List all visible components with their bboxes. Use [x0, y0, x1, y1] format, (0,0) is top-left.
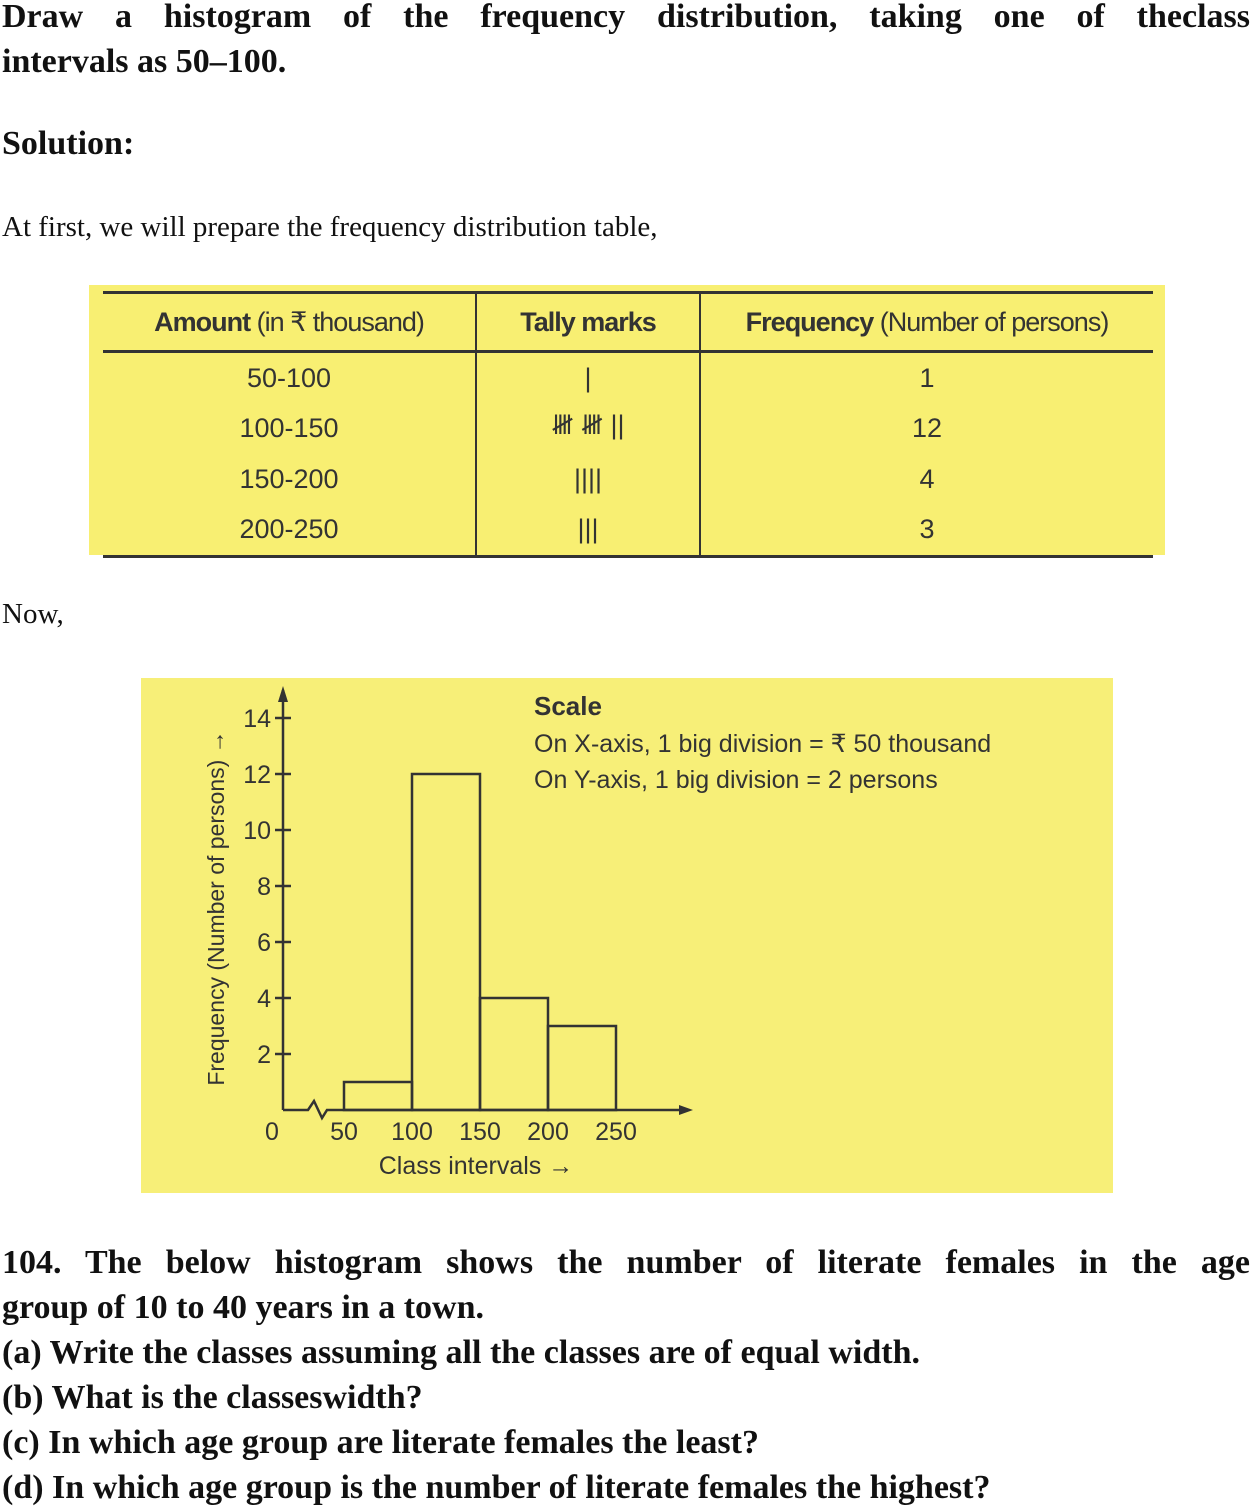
cell-frequency: 12 [700, 404, 1153, 455]
x-tick-label: 50 [330, 1118, 358, 1146]
y-tick-label: 8 [257, 873, 271, 901]
y-tick-label: 2 [257, 1041, 271, 1069]
x-axis-label: Class intervals → [378, 1152, 574, 1180]
y-axis-label: Frequency (Number of persons) → [203, 730, 229, 1086]
y-tick-label: 4 [257, 985, 271, 1013]
histogram-bar [344, 1082, 412, 1110]
cell-frequency: 1 [700, 352, 1153, 404]
table-row [103, 352, 1153, 404]
table-row [103, 454, 1153, 505]
histogram-bar [412, 774, 480, 1110]
cell-frequency: 3 [700, 505, 1153, 557]
histogram-chart [141, 678, 1113, 1193]
solution-heading: Solution: [2, 125, 135, 162]
histogram-bar [480, 998, 548, 1110]
scale-x-text: On X-axis, 1 big division = ₹ 50 thousand [534, 730, 992, 758]
question-line-2: group of 10 to 40 years in a town. [2, 1289, 484, 1326]
question-c: (c) In which age group are literate females the least? [2, 1424, 759, 1461]
header-frequency: Frequency (Number of persons) [700, 293, 1153, 352]
scale-y-text: On Y-axis, 1 big division = 2 persons [534, 766, 938, 794]
problem-line-1: Draw a histogram of the frequency distribution, taking one of theclass [2, 0, 1250, 35]
cell-tally: ||| [476, 505, 700, 557]
intro-text: At first, we will prepare the frequency distribution table, [2, 211, 658, 243]
now-text: Now, [2, 598, 64, 630]
cell-tally: 𝍸 𝍸 || [476, 404, 700, 455]
question-line-1: 104. The below histogram shows the number of literate females in the age [2, 1244, 1250, 1281]
cell-frequency: 4 [700, 454, 1153, 505]
table-row [103, 505, 1153, 557]
header-amount: Amount (in ₹ thousand) [103, 293, 476, 352]
x-tick-label: 150 [459, 1118, 501, 1146]
cell-amount: 50-100 [246, 362, 332, 393]
x-axis-arrow-icon [679, 1105, 693, 1115]
question-a: (a) Write the classes assuming all the classes are of equal width. [2, 1334, 920, 1371]
cell-amount: 100-150 [239, 413, 339, 444]
cell-amount: 150-200 [239, 463, 339, 494]
x-tick-label: 100 [391, 1118, 433, 1146]
scale-title: Scale [534, 691, 602, 721]
cell-amount: 200-250 [103, 505, 476, 557]
y-tick-label: 10 [243, 817, 271, 845]
histogram-bar [548, 1026, 616, 1110]
table-row [103, 404, 1153, 455]
question-b: (b) What is the classeswidth? [2, 1379, 423, 1416]
frequency-table [89, 285, 1165, 555]
header-tally: Tally marks [476, 293, 700, 352]
cell-tally: |||| [476, 454, 700, 505]
x-tick-label: 200 [527, 1118, 569, 1146]
x-tick-label: 250 [595, 1118, 637, 1146]
y-tick-label: 12 [243, 761, 271, 789]
y-tick-label: 6 [257, 929, 271, 957]
cell-tally: | [476, 352, 700, 404]
question-d: (d) In which age group is the number of literate females the highest? [2, 1469, 991, 1506]
problem-line-2: intervals as 50–100. [2, 43, 287, 80]
y-axis-arrow-icon [278, 686, 288, 702]
x-tick-label: 0 [265, 1118, 279, 1146]
y-tick-label: 14 [243, 705, 271, 733]
